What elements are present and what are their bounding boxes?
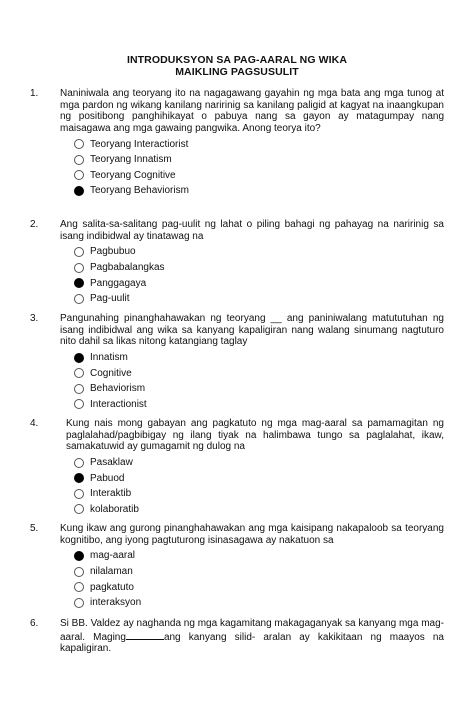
option-label: Teoryang Cognitive — [90, 169, 176, 181]
option-label: Innatism — [90, 352, 128, 364]
option[interactable] — [74, 365, 444, 381]
option[interactable] — [74, 548, 444, 564]
question-text-before-blank: Si BB. Valdez ay naghanda ng mga kagamitang makagaganyak sa kanyang mga mag-aaral. Maging — [60, 618, 444, 643]
radio-button[interactable] — [74, 294, 84, 304]
radio-button[interactable] — [74, 582, 84, 592]
question-text: Ang salita-sa-salitang pag-uulit ng lahat o piling bahagi ng pahayag na naririnig sa isang indibidwal ay tinatawag na — [60, 219, 444, 242]
option[interactable] — [74, 595, 444, 611]
option-label: Teoryang Interactiorist — [90, 138, 189, 150]
options-list — [74, 136, 444, 198]
option-label: Pagbubuo — [90, 246, 136, 258]
radio-button-selected[interactable] — [74, 353, 84, 363]
option[interactable] — [74, 275, 444, 291]
option-label: pagkatuto — [90, 581, 134, 593]
question-number: 2. — [30, 219, 39, 230]
option-label: Pagbabalangkas — [90, 262, 165, 274]
option-label: kolaboratib — [90, 503, 139, 515]
option-label: Teoryang Behaviorism — [90, 185, 189, 197]
option-label: interaksyon — [90, 597, 142, 609]
radio-button[interactable] — [74, 170, 84, 180]
question-2 — [30, 219, 444, 307]
option[interactable] — [74, 381, 444, 397]
option-label: Teoryang Innatism — [90, 154, 172, 166]
question-number: 6. — [30, 618, 39, 629]
radio-button[interactable] — [74, 458, 84, 468]
option[interactable] — [74, 152, 444, 168]
question-text-after-blank: ang kanyang silid- aralan ay kakikitaan ng maayos na kapaligiran. — [60, 631, 444, 655]
option[interactable] — [74, 564, 444, 580]
option[interactable] — [74, 502, 444, 518]
question-6 — [30, 618, 444, 655]
option[interactable] — [74, 455, 444, 471]
option[interactable] — [74, 291, 444, 307]
option[interactable] — [74, 470, 444, 486]
options-list — [74, 548, 444, 610]
quiz-title: INTRODUKSYON SA PAG-AARAL NG WIKA — [126, 54, 348, 66]
radio-button[interactable] — [74, 247, 84, 257]
radio-button-selected[interactable] — [74, 473, 84, 483]
radio-button[interactable] — [74, 399, 84, 409]
question-text: Pangunahing pinanghahawakan ng teoryang __ ang paniniwalang matututuhan ng isang indibidwal ang wika sa kanyang kapaligiran nang walang sinumang nagtuturo nito dahil sa likas nitong katangiang taglay — [60, 313, 444, 348]
options-list — [74, 350, 444, 412]
radio-button[interactable] — [74, 384, 84, 394]
question-5 — [30, 523, 444, 611]
question-3 — [30, 313, 444, 412]
radio-button[interactable] — [74, 368, 84, 378]
option[interactable] — [74, 260, 444, 276]
option-label: Interaktib — [90, 488, 132, 500]
option-label: Interactionist — [90, 398, 147, 410]
question-number: 5. — [30, 523, 39, 534]
question-text: Naniniwala ang teoryang ito na nagagawang gayahin ng mga bata ang mga tunog at mga pardon ng wikang kanilang naririnig sa kanilang paligid at kagyat na inaangkupan ng positibong panghihikayat o pabuya nang sa gayon ay matagumpay nang maisagawa ang mga gawaing pangwika. Anong teorya ito? — [60, 88, 444, 134]
radio-button-selected[interactable] — [74, 186, 84, 196]
question-text: Kung ikaw ang gurong pinanghahawakan ang mga kaisipang nakapaloob sa teoryang kognitibo, ang iyong pagtuturong isinasagawa ay nakatuon sa — [60, 523, 444, 546]
question-1 — [30, 88, 444, 199]
quiz-subtitle: MAIKLING PAGSUSULIT — [175, 66, 299, 78]
question-text: Kung nais mong gabayan ang pagkatuto ng mga mag-aaral sa pamamagitan ng paglalahad/pagbibigay ng ilang tiyak na halimbawa tungo sa paglalahat, ikaw, samakatuwid ay gumagamit ng dulog na — [66, 418, 444, 453]
option[interactable] — [74, 168, 444, 184]
option[interactable] — [74, 486, 444, 502]
option[interactable] — [74, 183, 444, 199]
radio-button[interactable] — [74, 504, 84, 514]
radio-button[interactable] — [74, 139, 84, 149]
option[interactable] — [74, 244, 444, 260]
radio-button[interactable] — [74, 489, 84, 499]
option[interactable] — [74, 350, 444, 366]
options-list — [74, 455, 444, 517]
option-label: nilalaman — [90, 566, 133, 578]
question-number: 3. — [30, 313, 39, 324]
option-label: Behaviorism — [90, 383, 146, 395]
question-number: 4. — [30, 418, 39, 429]
answer-blank[interactable] — [126, 630, 164, 640]
radio-button-selected[interactable] — [74, 278, 84, 288]
option-label: Pag-uulit — [90, 293, 130, 305]
option[interactable] — [74, 136, 444, 152]
question-number: 1. — [30, 88, 39, 99]
radio-button[interactable] — [74, 155, 84, 165]
question-4 — [30, 418, 444, 517]
option-label: Panggagaya — [90, 277, 147, 289]
option-label: Pasaklaw — [90, 457, 133, 469]
radio-button[interactable] — [74, 567, 84, 577]
option-label: Cognitive — [90, 367, 132, 379]
options-list — [74, 244, 444, 306]
radio-button[interactable] — [74, 598, 84, 608]
radio-button-selected[interactable] — [74, 551, 84, 561]
question-text — [60, 618, 444, 655]
radio-button[interactable] — [74, 263, 84, 273]
option-label: mag-aaral — [90, 550, 136, 562]
option-label: Pabuod — [90, 472, 125, 484]
option[interactable] — [74, 579, 444, 595]
option[interactable] — [74, 397, 444, 413]
